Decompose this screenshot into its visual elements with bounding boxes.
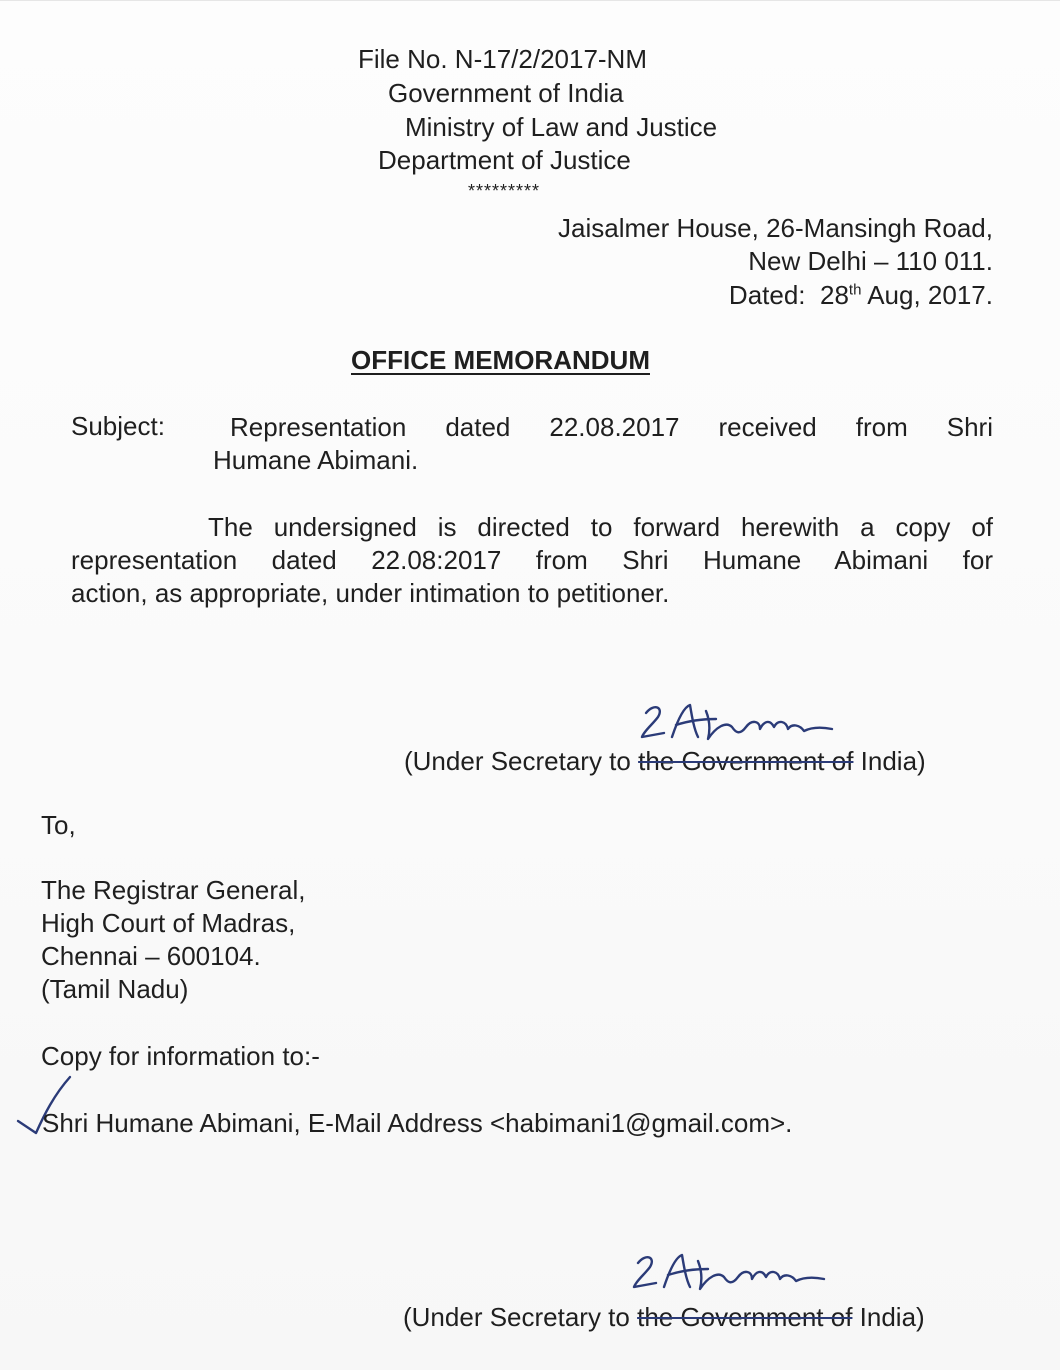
ministry-name: Ministry of Law and Justice [405, 112, 718, 142]
copy-recipient-line: Shri Humane Abimani, E-Mail Address <habimani1@gmail.com>. [42, 1108, 793, 1138]
separator-stars: ********* [468, 181, 541, 201]
address-line-1: Jaisalmer House, 26-Mansingh Road, [558, 213, 993, 243]
designation-suffix-2: India) [852, 1302, 925, 1332]
dated-label: Dated: [728, 280, 806, 310]
recipient-line-3: Chennai – 600104. [41, 941, 261, 971]
signatory-designation-1 [404, 745, 926, 777]
recipient-line-4: (Tamil Nadu) [41, 974, 189, 1004]
designation-suffix-1: India) [853, 746, 926, 776]
recipient-line-1: The Registrar General, [41, 875, 306, 905]
designation-prefix-2: (Under Secretary to [403, 1302, 638, 1332]
address-line-2: New Delhi – 110 011. [748, 246, 993, 276]
memo-date [729, 279, 993, 311]
copy-heading: Copy for information to:- [41, 1041, 320, 1071]
signatory-designation-2 [403, 1301, 925, 1333]
subject-line-2: Humane Abimani. [213, 445, 419, 475]
to-label: To, [41, 810, 76, 840]
handwritten-signature-2 [628, 1247, 868, 1307]
file-number: File No. N-17/2/2017-NM [358, 44, 647, 74]
date-month-year: Aug, 2017. [867, 280, 993, 310]
department-name: Department of Justice [378, 145, 631, 175]
memo-title: OFFICE MEMORANDUM [351, 345, 650, 375]
subject-label: Subject: [71, 411, 165, 441]
date-day-suffix: th [848, 281, 862, 299]
body-line-2: representation dated 22.08:2017 from Shri Humane Abimani for [71, 545, 993, 575]
date-day: 28 [819, 280, 849, 310]
designation-struck-2: the Government of [637, 1302, 853, 1332]
subject-line-1: Representation dated 22.08.2017 received from Shri [230, 412, 993, 442]
government-name: Government of India [388, 78, 624, 108]
body-line-1: The undersigned is directed to forward herewith a copy of [208, 512, 993, 542]
designation-struck-1: the Government of [638, 746, 854, 776]
body-line-3: action, as appropriate, under intimation to petitioner. [71, 578, 670, 608]
designation-prefix-1: (Under Secretary to [404, 746, 639, 776]
recipient-line-2: High Court of Madras, [41, 908, 296, 938]
